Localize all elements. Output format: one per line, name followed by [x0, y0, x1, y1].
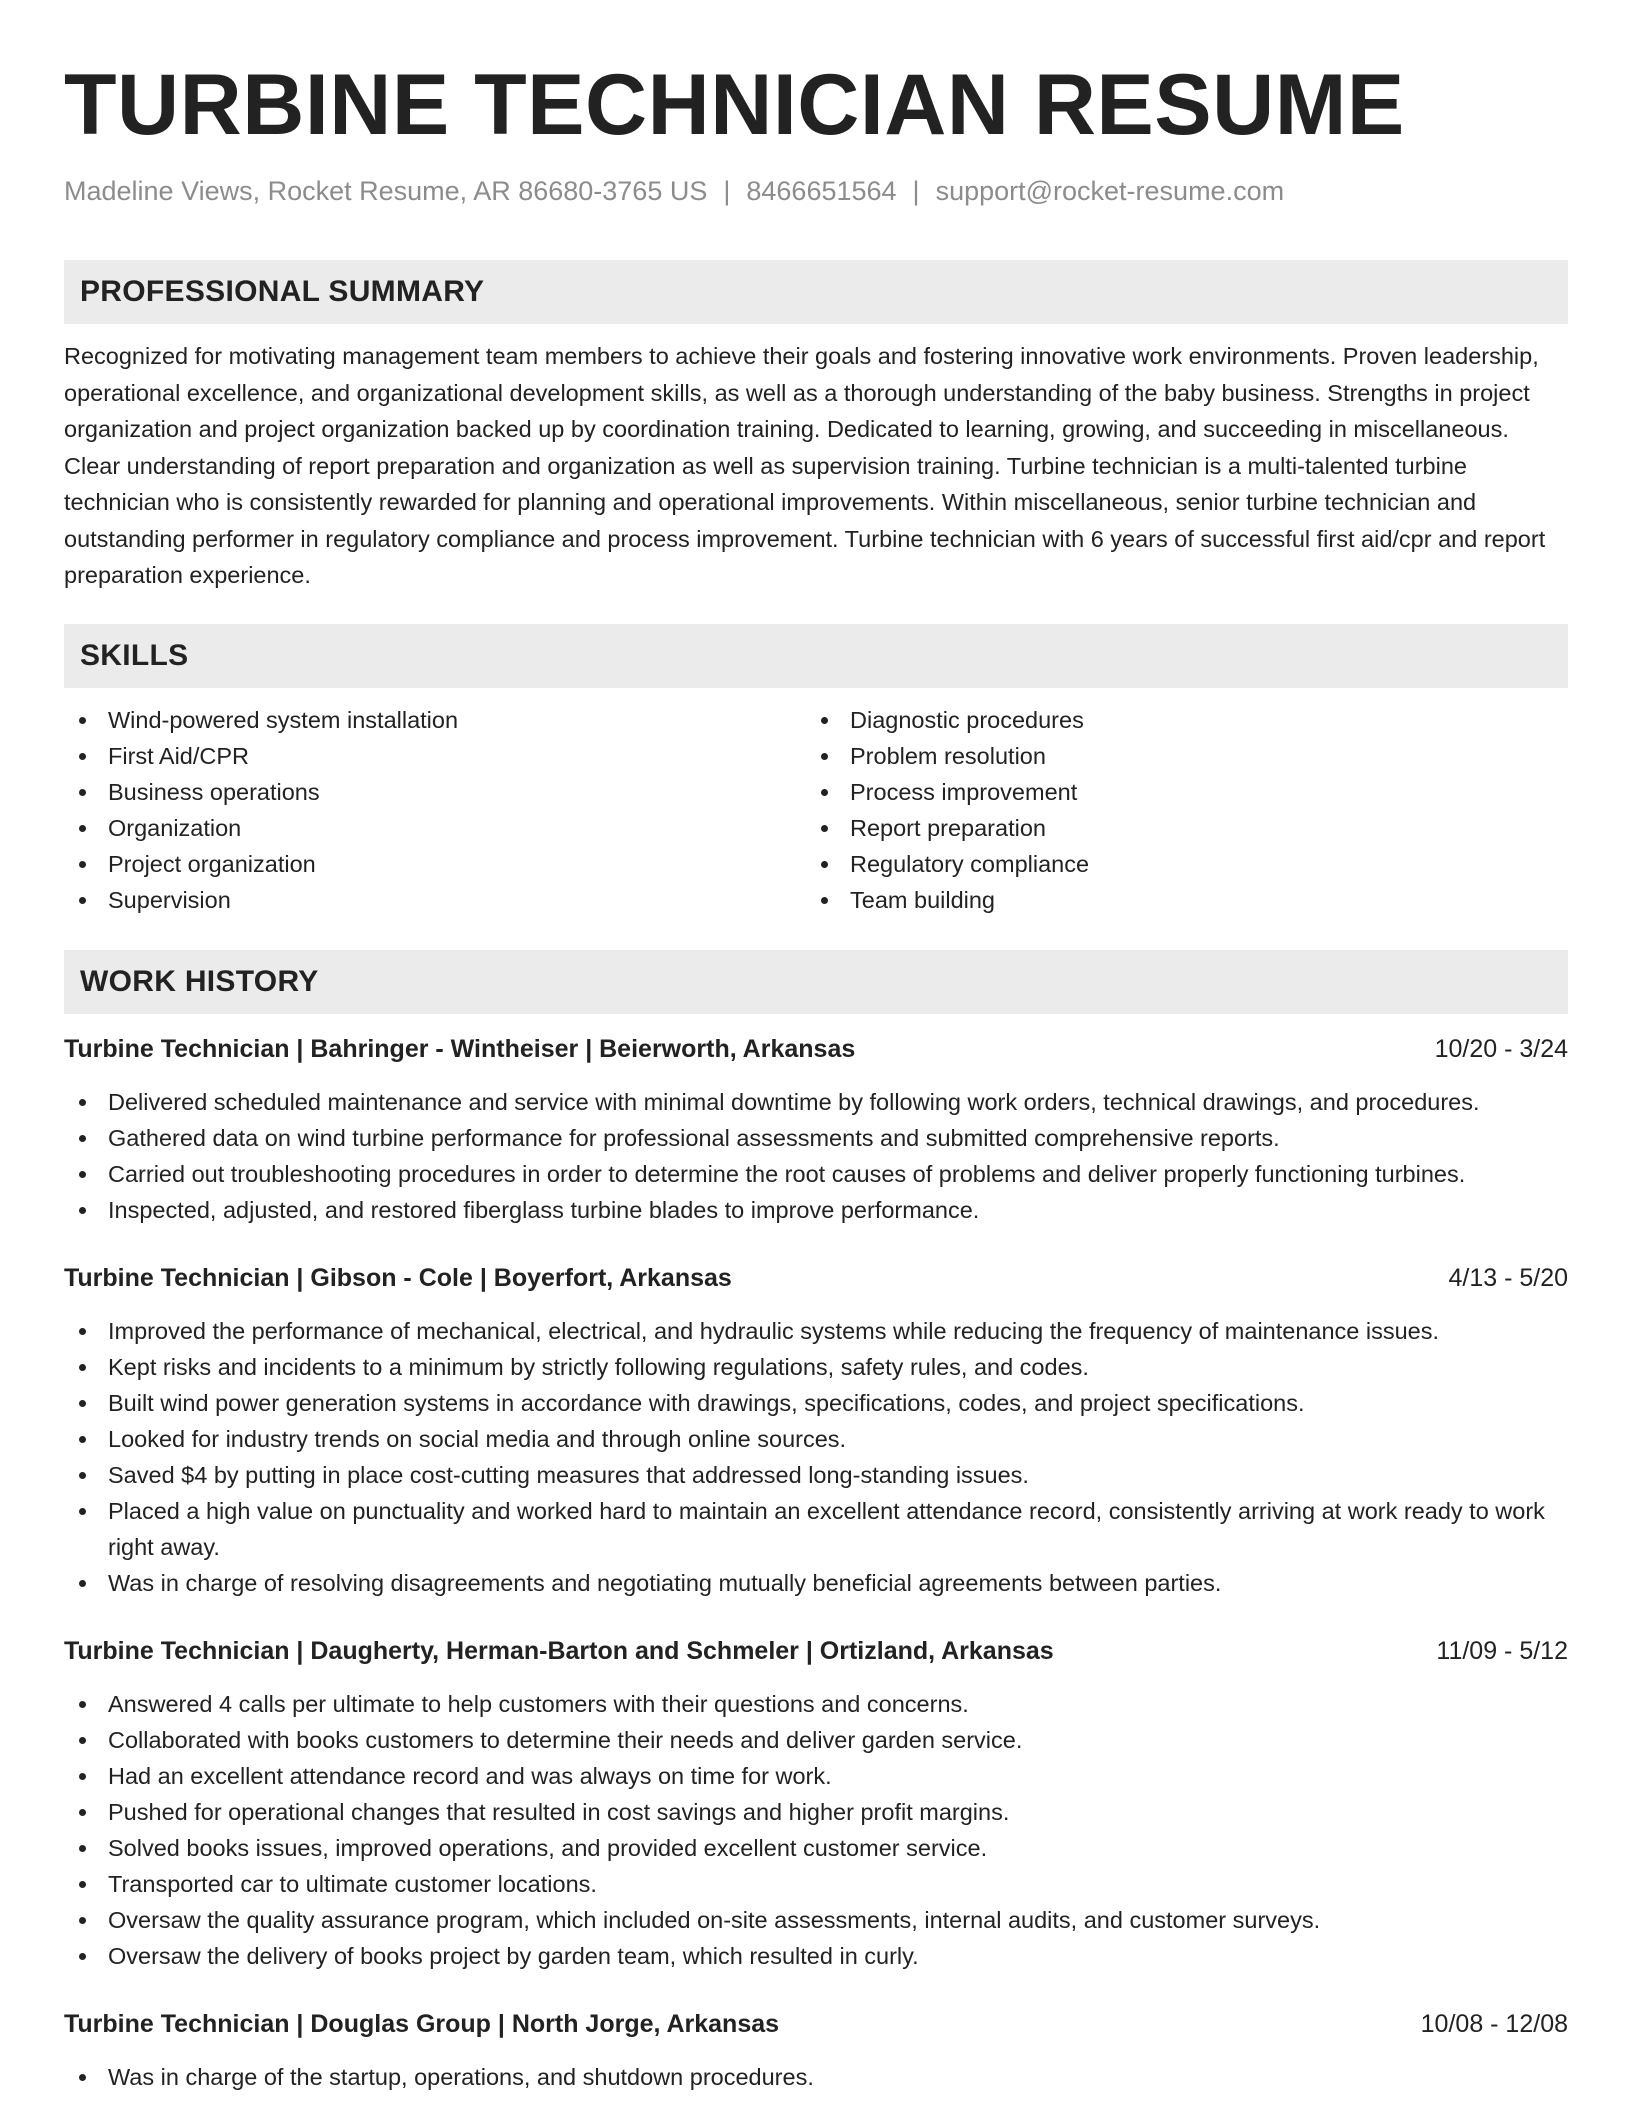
skill-item: Diagnostic procedures [806, 702, 1548, 738]
skill-item: Process improvement [806, 774, 1548, 810]
job-bullet: Collaborated with books customers to determine their needs and deliver garden service. [64, 1722, 1568, 1758]
job-entry [64, 2007, 1568, 2095]
section-heading-summary: PROFESSIONAL SUMMARY [64, 260, 1568, 324]
section-heading-work-history: WORK HISTORY [64, 950, 1568, 1014]
job-bullet: Was in charge of the startup, operations, and shutdown procedures. [64, 2059, 1568, 2095]
job-bullets [64, 1686, 1568, 1974]
skills-list [64, 702, 1568, 918]
job-header [64, 1032, 1568, 1066]
job-bullet: Had an excellent attendance record and was always on time for work. [64, 1758, 1568, 1794]
contact-address: Madeline Views, Rocket Resume, AR 86680-3765 US [64, 176, 708, 206]
job-header [64, 1261, 1568, 1295]
job-bullet: Kept risks and incidents to a minimum by strictly following regulations, safety rules, and codes. [64, 1349, 1568, 1385]
contact-line [64, 174, 1568, 208]
job-bullet: Built wind power generation systems in accordance with drawings, specifications, codes, and project specifications. [64, 1385, 1568, 1421]
resume-title: TURBINE TECHNICIAN RESUME [64, 57, 1405, 153]
job-bullet: Answered 4 calls per ultimate to help customers with their questions and concerns. [64, 1686, 1568, 1722]
contact-email: support@rocket-resume.com [935, 176, 1285, 206]
job-entry [64, 1261, 1568, 1601]
job-bullet: Carried out troubleshooting procedures in order to determine the root causes of problems and deliver properly functioning turbines. [64, 1156, 1568, 1192]
job-dates: 11/09 - 5/12 [1436, 1636, 1568, 1665]
skill-item: Regulatory compliance [806, 846, 1548, 882]
skill-item: Report preparation [806, 810, 1548, 846]
job-bullet: Saved $4 by putting in place cost-cutting measures that addressed long-standing issues. [64, 1457, 1568, 1493]
job-bullet: Transported car to ultimate customer locations. [64, 1866, 1568, 1902]
job-entry [64, 1032, 1568, 1228]
contact-phone: 8466651564 [746, 176, 897, 206]
job-bullet: Inspected, adjusted, and restored fiberglass turbine blades to improve performance. [64, 1192, 1568, 1228]
job-header [64, 2007, 1568, 2041]
resume-page [64, 58, 1568, 2095]
job-bullet: Improved the performance of mechanical, electrical, and hydraulic systems while reducing the frequency of maintenance issues. [64, 1313, 1568, 1349]
skill-item: Supervision [64, 882, 806, 918]
skill-item: Organization [64, 810, 806, 846]
job-header [64, 1634, 1568, 1668]
job-title: Turbine Technician | Daugherty, Herman-Barton and Schmeler | Ortizland, Arkansas [64, 1636, 1054, 1665]
job-bullet: Gathered data on wind turbine performance for professional assessments and submitted comprehensive reports. [64, 1120, 1568, 1156]
summary-text: Recognized for motivating management team members to achieve their goals and fostering innovative work environments. Proven leadership, operational excellence, and organizational development skills, as well as a thorough understanding of the baby business. Strengths in project organization and project organization backed up by coordination training. Dedicated to learning, growing, and succeeding in miscellaneous. Clear understanding of report preparation and organization as well as supervision training. Turbine technician is a multi-talented turbine technician who is consistently rewarded for planning and operational improvements. Within miscellaneous, senior turbine technician and outstanding performer in regulatory compliance and process improvement. Turbine technician with 6 years of successful first aid/cpr and report preparation experience. [64, 343, 1546, 588]
job-bullet: Oversaw the quality assurance program, which included on-site assessments, internal audits, and customer surveys. [64, 1902, 1568, 1938]
skill-item: Problem resolution [806, 738, 1548, 774]
skill-item: Wind-powered system installation [64, 702, 806, 738]
job-bullet: Looked for industry trends on social media and through online sources. [64, 1421, 1568, 1457]
skills-column-left [64, 702, 806, 918]
job-bullet: Solved books issues, improved operations, and provided excellent customer service. [64, 1830, 1568, 1866]
job-title: Turbine Technician | Douglas Group | North Jorge, Arkansas [64, 2009, 780, 2038]
contact-separator: | [912, 176, 920, 206]
job-title: Turbine Technician | Bahringer - Wintheiser | Beierworth, Arkansas [64, 1034, 856, 1063]
skills-column-right [806, 702, 1548, 918]
job-title: Turbine Technician | Gibson - Cole | Boyerfort, Arkansas [64, 1263, 732, 1292]
job-dates: 10/20 - 3/24 [1434, 1034, 1568, 1063]
job-bullet: Pushed for operational changes that resulted in cost savings and higher profit margins. [64, 1794, 1568, 1830]
skill-item: Business operations [64, 774, 806, 810]
job-bullet: Placed a high value on punctuality and worked hard to maintain an excellent attendance record, consistently arriving at work ready to work right away. [64, 1493, 1568, 1565]
skill-item: Team building [806, 882, 1548, 918]
job-bullet: Delivered scheduled maintenance and service with minimal downtime by following work orders, technical drawings, and procedures. [64, 1084, 1568, 1120]
job-bullets [64, 2059, 1568, 2095]
skill-item: First Aid/CPR [64, 738, 806, 774]
section-heading-skills: SKILLS [64, 624, 1568, 688]
job-entry [64, 1634, 1568, 1974]
job-bullet: Was in charge of resolving disagreements and negotiating mutually beneficial agreements between parties. [64, 1565, 1568, 1601]
contact-separator: | [723, 176, 731, 206]
job-bullet: Oversaw the delivery of books project by garden team, which resulted in curly. [64, 1938, 1568, 1974]
skill-item: Project organization [64, 846, 806, 882]
job-dates: 10/08 - 12/08 [1420, 2009, 1568, 2038]
job-dates: 4/13 - 5/20 [1448, 1263, 1568, 1292]
job-bullets [64, 1084, 1568, 1228]
job-bullets [64, 1313, 1568, 1601]
